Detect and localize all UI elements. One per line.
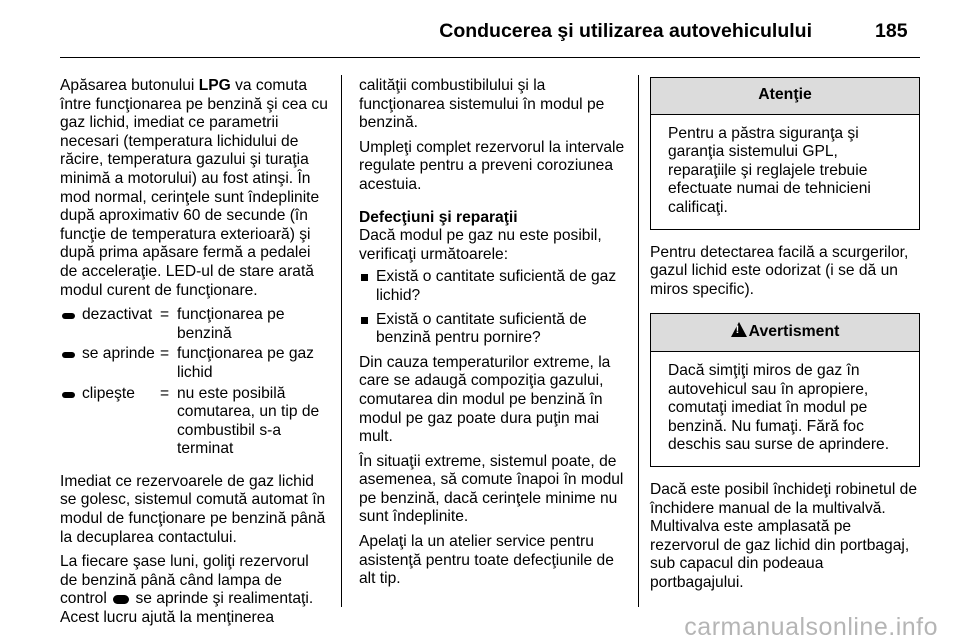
continued-paragraph: calităţii combustibilului şi la funcţionarea sistemului în modul pe benzină. — [359, 77, 605, 132]
intro-paragraph — [60, 77, 328, 300]
maintenance-paragraph — [60, 553, 328, 627]
intro-text-start: Apăsarea butonului — [60, 77, 199, 94]
led-indicator-icon — [60, 306, 82, 343]
column-divider-2 — [638, 75, 639, 607]
tank-empty-paragraph: Imediat ce rezervoarele de gaz lichid se golesc, sistemul comută automat în modul de funcţionare pe benzină până la decuplarea contactului. — [60, 472, 326, 546]
page-header-title: Conducerea şi utilizarea autovehiculului — [439, 20, 812, 42]
equals-sign: = — [160, 306, 170, 324]
header-divider — [60, 57, 920, 58]
led-status-row — [60, 306, 328, 343]
lpg-button-name: LPG — [198, 77, 231, 94]
list-item: Există o cantitate suficientă de gaz lichid? — [359, 268, 625, 305]
refuel-paragraph: Umpleţi complet rezervorul la intervale regulate pentru a preveni coroziunea acestuia. — [359, 138, 625, 193]
warning-header — [651, 314, 919, 352]
led-status-meaning: funcţionarea pe gaz lichid — [177, 345, 314, 381]
led-status-row — [60, 385, 328, 459]
warning-body: Dacă simţiţi miros de gaz în autovehicul sau în apropiere, comutaţi imediat în modul pe benzină. Nu fumaţi. Fără foc deschis sau surse de aprindere. — [668, 361, 890, 454]
led-status-label: se aprinde — [82, 345, 155, 363]
odor-paragraph: Pentru detectarea facilă a scurgerilor, gazul lichid este odorizat (i se dă un miros specific). — [650, 243, 909, 298]
text-column-1 — [60, 77, 328, 634]
equals-sign: = — [160, 345, 170, 363]
led-status-meaning: funcţionarea pe benzină — [177, 306, 285, 342]
temperature-paragraph: Din cauza temperaturilor extreme, la care se adaugă compoziţia gazului, comutarea din modul pe benzină în modul pe gaz poate dura puţin mai mult. — [359, 353, 611, 446]
warning-title: Avertisment — [748, 323, 840, 341]
attention-title: Atenţie — [651, 78, 919, 115]
maintenance-text-start: La fiecare şase luni, goliţi rezervorul de benzină până când lampa de control — [60, 553, 309, 608]
attention-notice-box — [650, 77, 920, 230]
intro-text-end: va comuta între funcţionarea pe benzină şi cea cu gaz lichid, imediat ce parametrii necesari (temperatura lichidului de răcire, temperatura gazului şi turaţia minimă a motorului) au fost atinşi. În mod normal, cerinţele sunt îndeplinite după aproximativ 60 de secunde (în funcţie de temperatura exterioară) şi după prima apăsare fermă a pedalei de acceleraţie. LED-ul de stare arată modul curent de funcţionare. — [60, 77, 328, 299]
check-intro-paragraph: Dacă modul pe gaz nu este posibil, verificaţi următoarele: — [359, 227, 602, 263]
led-indicator-icon — [60, 345, 82, 382]
led-status-label: clipeşte — [82, 384, 135, 402]
led-status-meaning: nu este posibilă comutarea, un tip de combustibil s-a terminat — [177, 384, 320, 458]
list-item: Există o cantitate suficientă de benzină pentru pornire? — [359, 311, 625, 348]
led-status-table — [60, 306, 328, 459]
text-column-3 — [650, 77, 920, 598]
extreme-situation-paragraph: În situaţii extreme, sistemul poate, de asemenea, să comute înapoi în modul pe benzină, dacă cerinţele minime nu sunt îndeplinite. — [359, 452, 624, 526]
led-status-row — [60, 345, 328, 382]
equals-sign: = — [160, 384, 170, 402]
maintenance-text-end: se aprinde şi realimentaţi. Acest lucru ajută la menţinerea — [60, 590, 314, 627]
led-status-label: dezactivat — [82, 306, 153, 324]
attention-body: Pentru a păstra siguranţa şi garanţia sistemului GPL, reparaţiile şi reglajele trebuie efectuate numai de tehnicieni calificaţi. — [668, 124, 871, 216]
text-column-2 — [359, 77, 625, 595]
section-heading-faults: Defecţiuni şi reparaţii — [359, 208, 518, 226]
warning-triangle-icon — [731, 322, 747, 337]
page-number: 185 — [875, 20, 908, 42]
valve-paragraph: Dacă este posibil închideţi robinetul de închidere manual de la multivalvă. Multivalva este amplasată pe rezervorul de gaz lichid din portbagaj, sub capacul din podeaua portbagajului. — [650, 480, 917, 591]
service-paragraph: Apelaţi la un atelier service pentru asistenţă pentru toate defecţiunile de alt tip. — [359, 533, 614, 588]
control-lamp-icon — [113, 595, 129, 604]
led-indicator-icon — [60, 385, 82, 459]
watermark: carmanualsonline.info — [684, 613, 938, 641]
checklist — [359, 268, 625, 347]
column-divider-1 — [341, 75, 342, 607]
warning-notice-box — [650, 313, 920, 467]
